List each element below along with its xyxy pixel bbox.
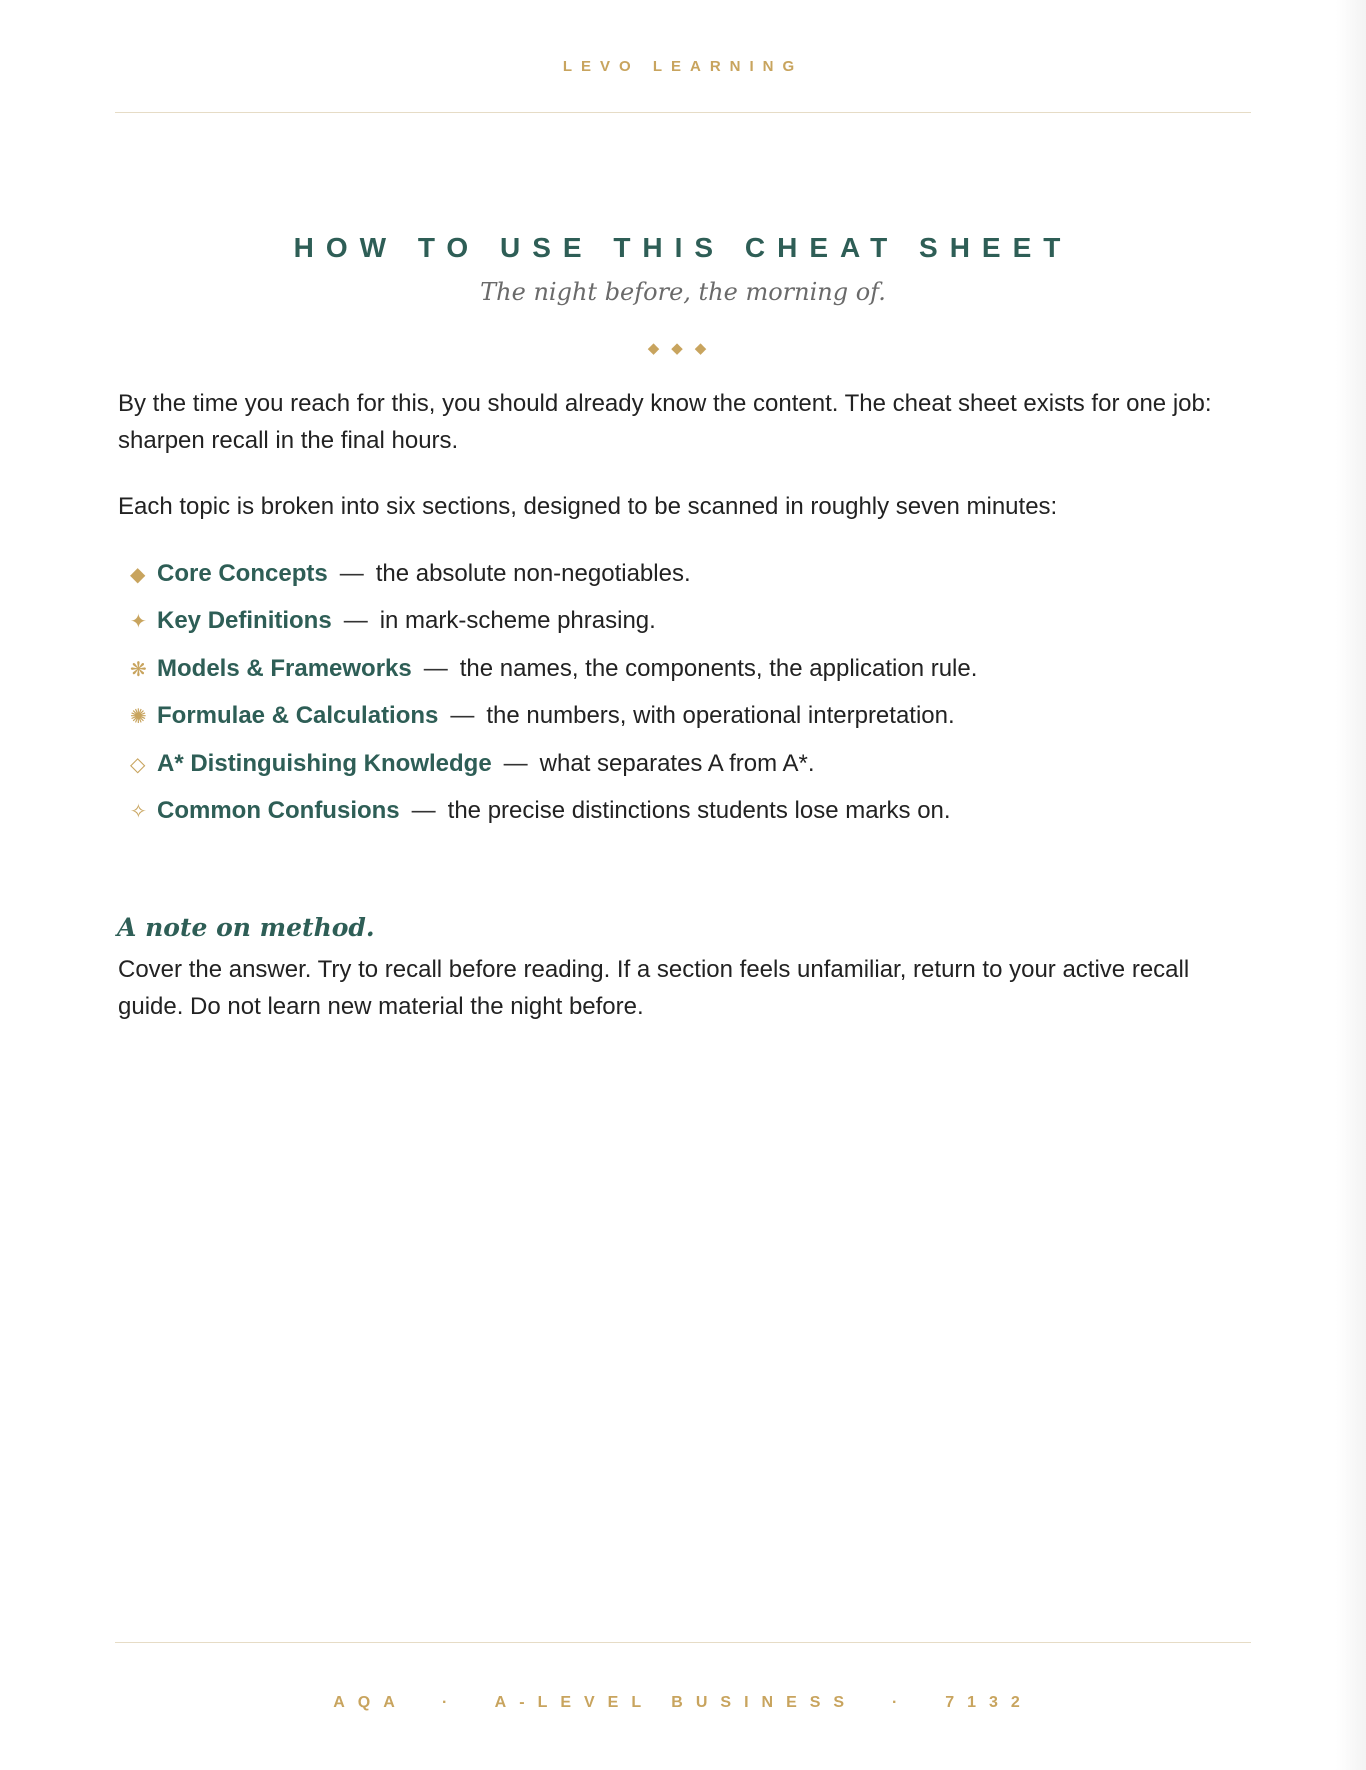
page-edge-shadow <box>1336 0 1366 1770</box>
em-dash: — <box>423 654 448 682</box>
section-name: Key Definitions <box>157 607 332 635</box>
list-item <box>130 693 977 741</box>
em-dash: — <box>411 797 436 825</box>
brand-header: LEVO LEARNING <box>562 58 804 75</box>
section-description: what separates A from A*. <box>539 749 815 777</box>
section-name: Common Confusions <box>157 797 400 825</box>
list-item <box>130 645 977 693</box>
section-name: A* Distinguishing Knowledge <box>157 749 492 777</box>
em-dash: — <box>450 702 475 730</box>
page-subtitle: The night before, the morning of. <box>480 278 886 306</box>
sun-burst-icon: ✺ <box>130 704 147 729</box>
list-item <box>130 598 977 646</box>
intro-paragraph: By the time you reach for this, you should already know the content. The cheat sheet exists for one job: sharpen recall in the final hours. <box>118 390 1212 454</box>
list-item <box>130 740 977 788</box>
sections-list <box>130 550 977 835</box>
outline-diamond-icon: ◇ <box>130 751 146 776</box>
outline-star-icon: ✧ <box>130 799 147 824</box>
asterisk-flower-icon: ❋ <box>130 656 147 681</box>
section-description: the absolute non-negotiables. <box>375 559 691 587</box>
note-heading: A note on method. <box>117 913 375 942</box>
diamond-ornament-icon: ◆◆◆ <box>647 339 719 357</box>
em-dash: — <box>339 559 364 587</box>
section-description: the numbers, with operational interpretation. <box>486 702 955 730</box>
section-description: the precise distinctions students lose marks on. <box>447 797 951 825</box>
note-body: Cover the answer. Try to recall before reading. If a section feels unfamiliar, return to your active recall guide. Do not learn new material the night before. <box>118 956 1190 1020</box>
em-dash: — <box>503 749 528 777</box>
section-description: the names, the components, the application rule. <box>459 654 978 682</box>
page-title: HOW TO USE THIS CHEAT SHEET <box>293 232 1073 263</box>
section-name: Formulae & Calculations <box>157 702 439 730</box>
section-name: Core Concepts <box>157 559 328 587</box>
sections-intro-paragraph: Each topic is broken into six sections, designed to be scanned in roughly seven minutes: <box>118 493 1058 520</box>
list-item <box>130 550 977 598</box>
four-point-star-icon: ✦ <box>130 609 147 634</box>
section-description: in mark-scheme phrasing. <box>379 607 656 635</box>
filled-diamond-icon: ◆ <box>130 561 146 586</box>
footer-divider <box>115 1642 1251 1643</box>
header-divider <box>115 112 1251 113</box>
section-name: Models & Frameworks <box>157 654 412 682</box>
footer-text: AQA · A-LEVEL BUSINESS · 7132 <box>333 1694 1033 1711</box>
em-dash: — <box>343 607 368 635</box>
list-item <box>130 788 977 836</box>
